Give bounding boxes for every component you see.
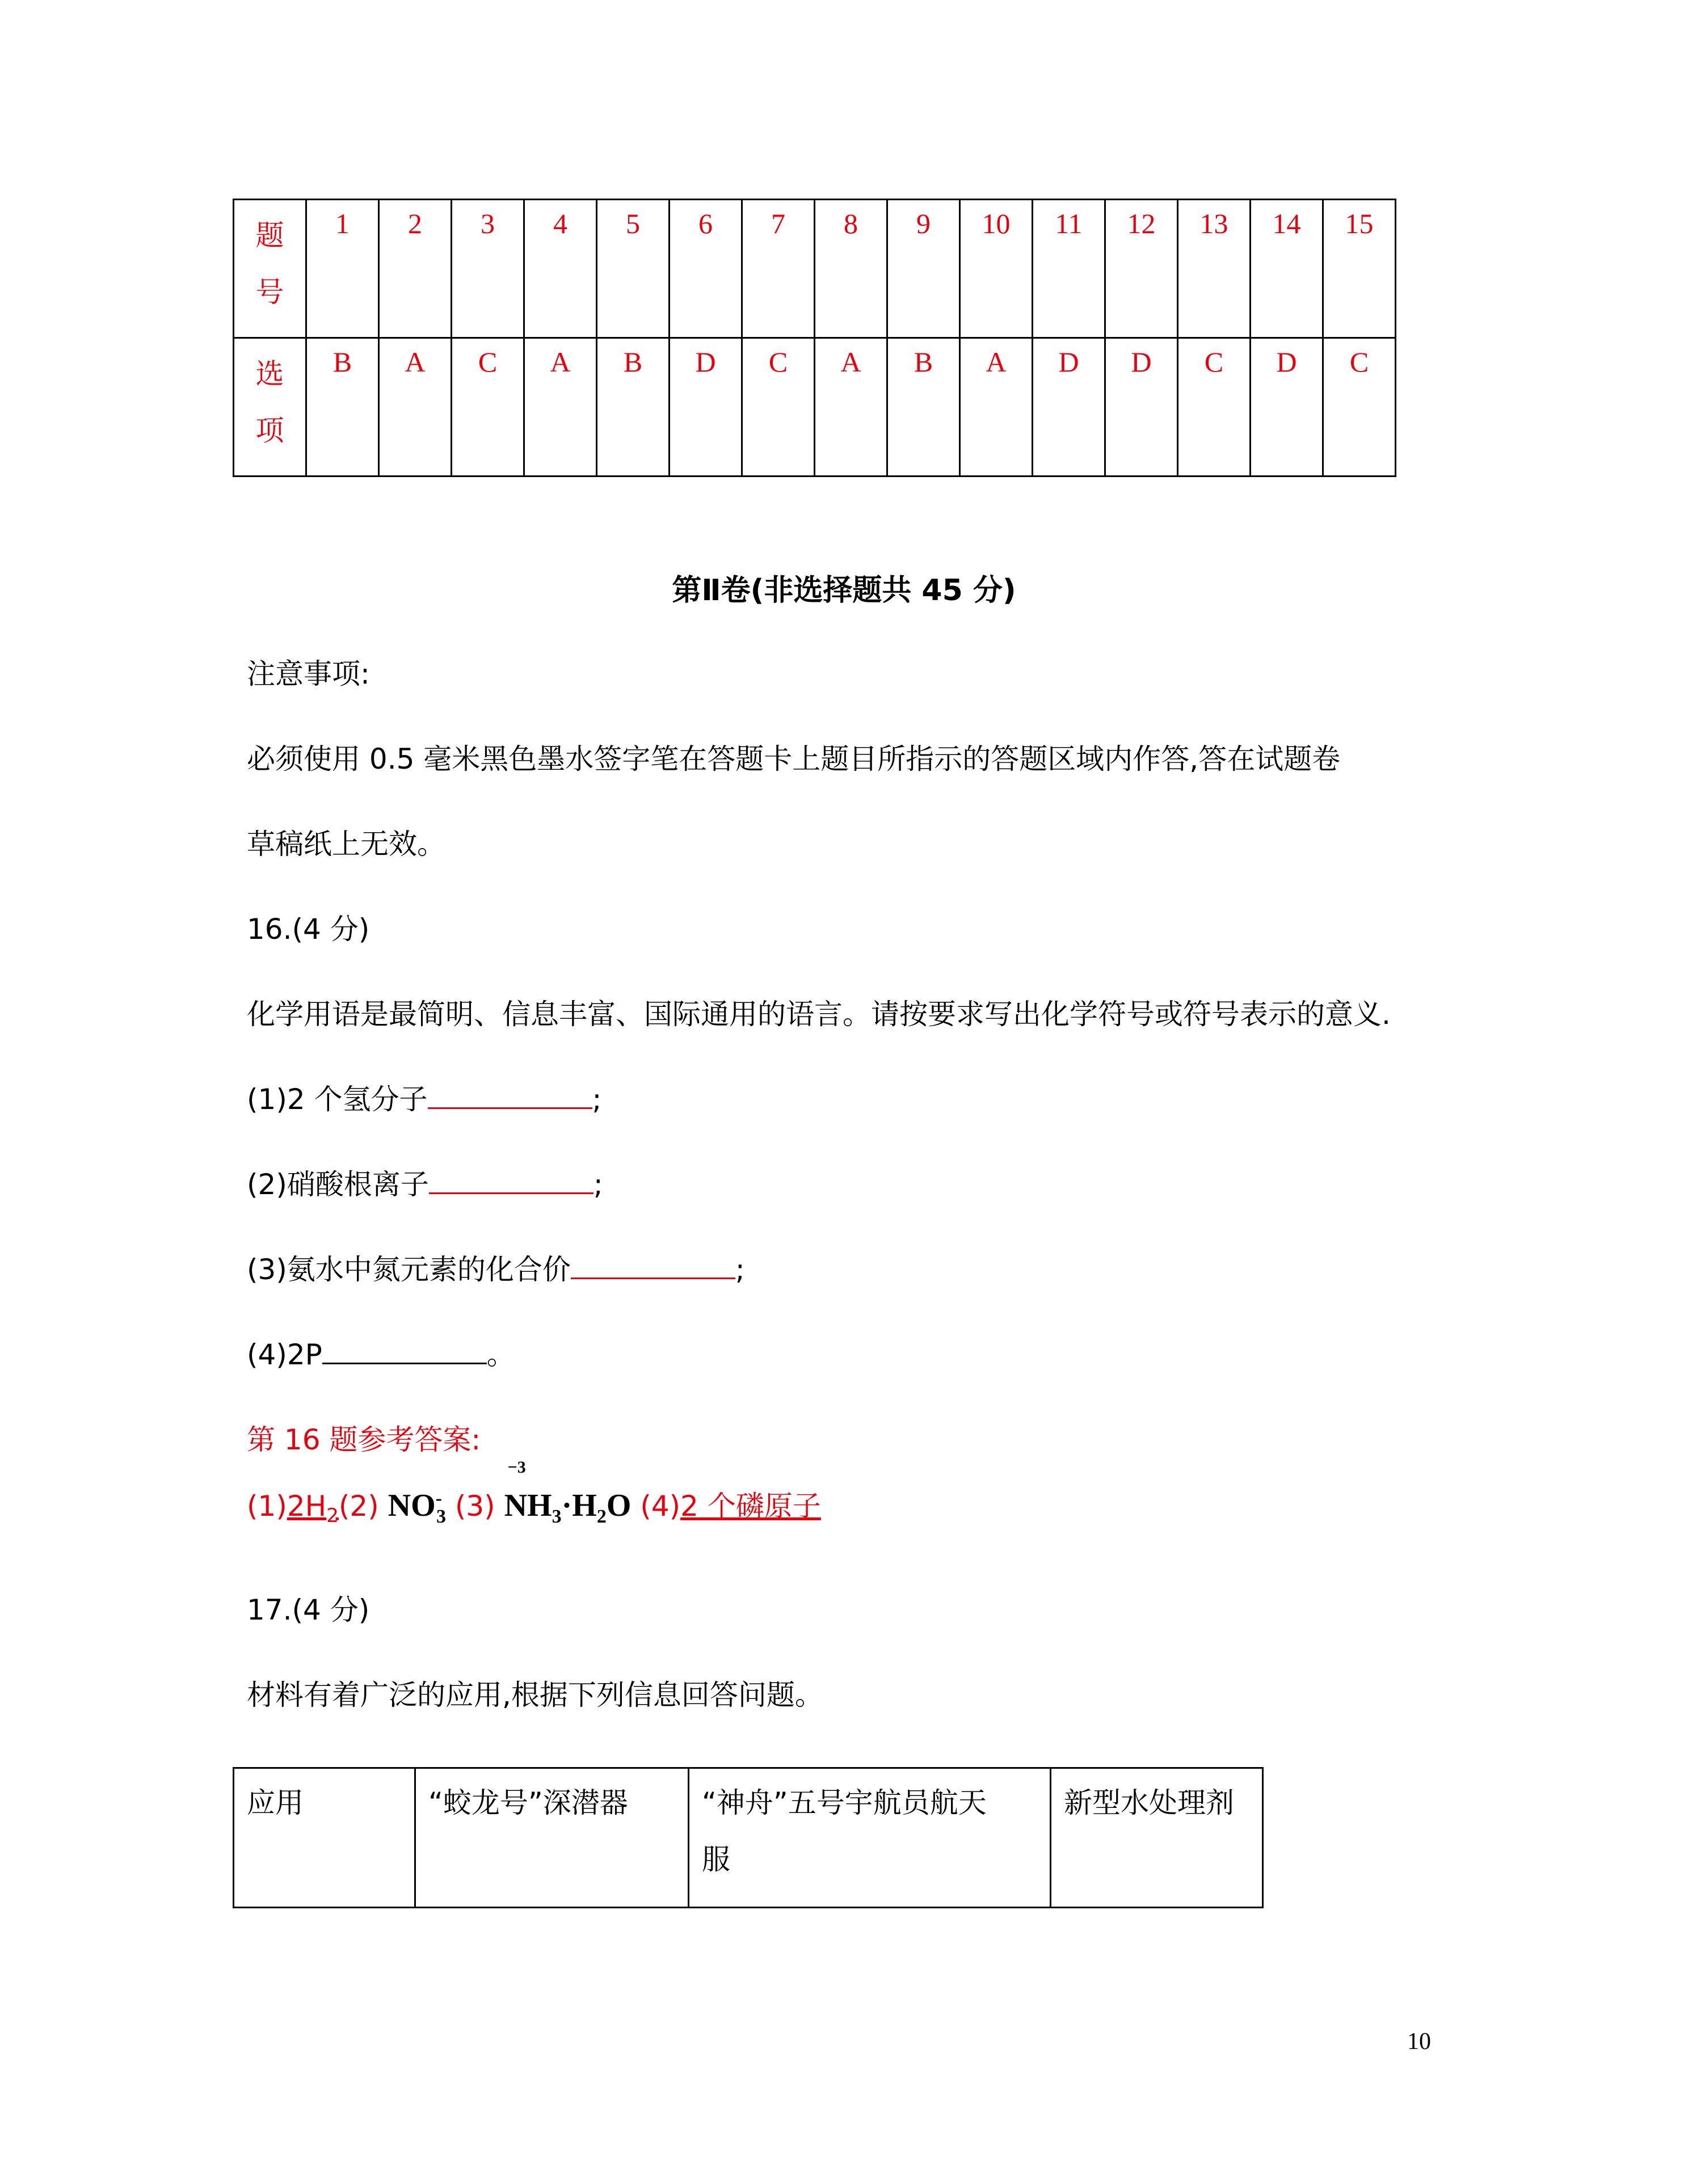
notice-line: 草稿纸上无效。: [247, 828, 445, 861]
formula-text: N: [504, 1488, 528, 1523]
option-cell: B: [597, 338, 670, 477]
question-number-cell: 10: [960, 200, 1033, 338]
question-number-cell: 1: [306, 200, 379, 338]
punctuation: ;: [593, 1168, 603, 1201]
question-17-heading: 17.(4 分): [247, 1593, 370, 1626]
punctuation: 。: [486, 1338, 515, 1371]
formula-text: O: [606, 1488, 632, 1523]
question-number-cell: 11: [1033, 200, 1105, 338]
question-number-cell: 13: [1178, 200, 1251, 338]
section-title: 第Ⅱ卷(非选择题共 45 分): [672, 574, 1016, 608]
valence-label: −3: [507, 1458, 526, 1477]
option-cell: D: [670, 338, 742, 477]
header-label: 选项: [255, 357, 284, 447]
formula-subscript: 2: [326, 1504, 339, 1527]
question-17-stem: 材料有着广泛的应用,根据下列信息回答问题。: [247, 1679, 823, 1711]
answer-label: (3): [454, 1490, 495, 1523]
formula-subscript: 3: [436, 1506, 446, 1528]
option-cell: C: [1178, 338, 1251, 477]
answer-label: (1): [247, 1490, 287, 1523]
question-number-cell: 6: [670, 200, 742, 338]
part-label: (4)2P: [247, 1338, 322, 1371]
table-row: [234, 200, 1396, 338]
question-number-cell: 7: [742, 200, 815, 338]
table-cell: 应用: [234, 1768, 415, 1908]
answer-label: (4): [640, 1490, 681, 1523]
question-16-part-4: [247, 1332, 515, 1373]
part-label: (2)硝酸根离子: [247, 1168, 429, 1201]
option-cell: A: [815, 338, 887, 477]
materials-table: [233, 1767, 1264, 1908]
option-cell: C: [742, 338, 815, 477]
table-row: [234, 1768, 1263, 1908]
answer-blank[interactable]: [571, 1250, 735, 1279]
option-cell: A: [960, 338, 1033, 477]
cell-line: 服: [702, 1843, 730, 1876]
table-cell: [689, 1768, 1051, 1908]
answer-formula-h2: [287, 1490, 339, 1527]
punctuation: ;: [592, 1083, 602, 1116]
header-label: 题号: [255, 219, 284, 309]
option-cell: C: [452, 338, 524, 477]
option-cell: B: [887, 338, 960, 477]
question-number-cell: 14: [1251, 200, 1323, 338]
answer-title: 第 16 题参考答案:: [247, 1423, 481, 1456]
formula-subscript: 3: [552, 1506, 562, 1528]
question-number-cell: 12: [1105, 200, 1178, 338]
table-cell: 新型水处理剂: [1051, 1768, 1263, 1908]
answer-blank[interactable]: [428, 1080, 592, 1109]
question-16-heading: 16.(4 分): [247, 913, 370, 946]
formula-text: H: [527, 1488, 552, 1523]
answer-blank[interactable]: [429, 1165, 593, 1194]
answer-key-table: [233, 199, 1396, 477]
question-number-cell: 2: [379, 200, 452, 338]
nitrogen-with-charge: [504, 1458, 528, 1524]
table-cell: “蛟龙号”深潜器: [415, 1768, 689, 1908]
question-number-cell: 5: [597, 200, 670, 338]
answer-blank[interactable]: [322, 1335, 487, 1364]
question-number-cell: 15: [1323, 200, 1396, 338]
option-header: [234, 338, 306, 477]
page-number: 10: [1407, 2029, 1431, 2055]
notice-heading: 注意事项:: [247, 657, 370, 690]
question-16-answer: [247, 1458, 821, 1528]
answer-label: (2): [338, 1490, 379, 1523]
answer-formula-ammonia: [504, 1458, 632, 1528]
question-16-part-2: [247, 1162, 603, 1203]
notice-line: 必须使用 0.5 毫米黑色墨水签字笔在答题卡上题目所指示的答题区域内作答,答在试题卷: [247, 743, 1341, 775]
table-row: [234, 338, 1396, 477]
punctuation: ;: [735, 1253, 745, 1286]
formula-text: ·H: [561, 1488, 597, 1523]
question-16-part-1: [247, 1077, 601, 1118]
question-number-cell: 3: [452, 200, 524, 338]
question-16-stem: 化学用语是最简明、信息丰富、国际通用的语言。请按要求写出化学符号或符号表示的意义.: [247, 998, 1391, 1031]
formula-text: 2H: [287, 1490, 327, 1523]
part-label: (1)2 个氢分子: [247, 1083, 428, 1116]
answer-text: 2 个磷原子: [680, 1490, 821, 1523]
formula-text: NO: [388, 1488, 436, 1523]
answer-formula-nitrate: [388, 1488, 446, 1528]
question-number-header: [234, 200, 306, 338]
formula-superscript: -: [435, 1488, 442, 1510]
question-number-cell: 4: [524, 200, 597, 338]
option-cell: B: [306, 338, 379, 477]
part-label: (3)氨水中氮元素的化合价: [247, 1253, 571, 1286]
option-cell: C: [1323, 338, 1396, 477]
option-cell: D: [1105, 338, 1178, 477]
question-16-part-3: [247, 1247, 745, 1288]
option-cell: A: [379, 338, 452, 477]
option-cell: A: [524, 338, 597, 477]
question-number-cell: 9: [887, 200, 960, 338]
formula-subscript: 2: [596, 1506, 607, 1528]
option-cell: D: [1251, 338, 1323, 477]
cell-line: “神舟”五号宇航员航天: [702, 1786, 987, 1819]
option-cell: D: [1033, 338, 1105, 477]
question-number-cell: 8: [815, 200, 887, 338]
